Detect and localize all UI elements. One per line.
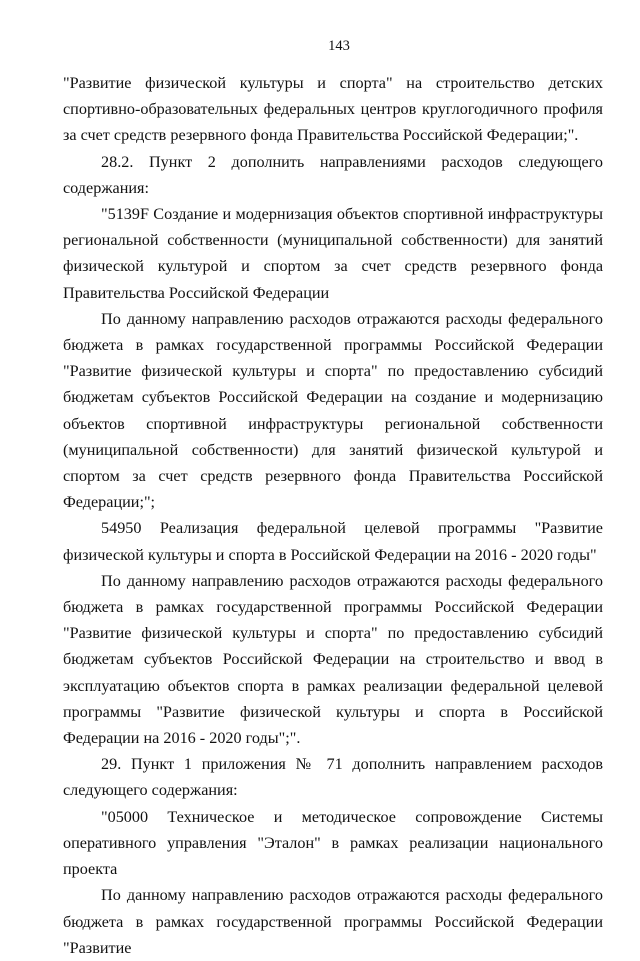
paragraph-clause-28-2: 28.2. Пункт 2 дополнить направлениями расходов следующего содержания:	[63, 152, 603, 197]
paragraph-description-54950: По данному направлению расходов отражаются расходы федерального бюджета в рамках государственной программы Российской Федерации "Развитие физической культуры и спорта" по предоставлению субсидий бюджетам субъектов Российской Федерации на строительство и ввод в эксплуатацию объектов спорта в рамках реализации федеральной целевой программы "Развитие физической культуры и спорта в Российской Федерации на 2016 - 2020 годы";".	[63, 571, 603, 748]
paragraph-description-5139f: По данному направлению расходов отражаются расходы федерального бюджета в рамках государственной программы Российской Федерации "Развитие физической культуры и спорта" по предоставлению субсидий бюджетам субъектов Российской Федерации на создание и модернизацию объектов спортивной инфраструктуры региональной собственности (муниципальной собственности) для занятий физической культурой и спортом за счет средств резервного фонда Правительства Российской Федерации;";	[63, 309, 603, 512]
paragraph-continuation: "Развитие физической культуры и спорта" на строительство детских спортивно-образовательных федеральных центров круглогодичного профиля за счет средств резервного фонда Правительства Российской Федерации;".	[63, 74, 603, 145]
paragraph-description-05000: По данному направлению расходов отражаются расходы федерального бюджета в рамках государственной программы Российской Федерации "Развитие	[63, 886, 603, 957]
page-number: 143	[328, 38, 350, 54]
paragraph-clause-29: 29. Пункт 1 приложения № 71 дополнить направлением расходов следующего содержания:	[63, 755, 603, 800]
paragraph-code-5139f: "5139F Создание и модернизация объектов спортивной инфраструктуры региональной собственности (муниципальной собственности) для занятий физической культурой и спортом за счет средств резервного фонда Правительства Российской Федерации	[63, 205, 603, 302]
paragraph-code-05000: "05000 Техническое и методическое сопровождение Системы оперативного управления "Эталон" в рамках реализации национального проекта	[63, 807, 603, 879]
document-body	[63, 70, 603, 961]
paragraph-code-54950: 54950 Реализация федеральной целевой программы "Развитие физической культуры и спорта в Российской Федерации на 2016 - 2020 годы"	[63, 519, 603, 564]
